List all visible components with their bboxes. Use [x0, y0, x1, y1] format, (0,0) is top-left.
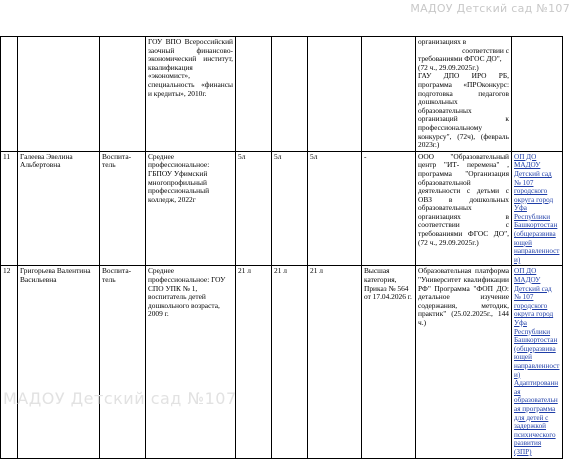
cell-education: Среднее профессиональное: ГБПОУ Уфимский многопрофильный профессиональный колледж, 2022г — [146, 151, 236, 266]
cell-exp-ped: 21 л — [272, 266, 308, 458]
cell-education: ГОУ ВПО Всероссийский заочный финансово-экономический институт, квалификация «экономист», специальность «финансы и кредиты», 2010г. — [146, 37, 236, 152]
cell-programs[interactable] — [512, 151, 563, 266]
cell-exp-total: 21 л — [236, 266, 272, 458]
cell-exp-total — [236, 37, 272, 152]
cell-category: Высшая категория, Приказ № 564 от 17.04.2026 г. — [362, 266, 416, 458]
watermark-bottom: МАДОУ Детский сад №107 — [3, 389, 237, 408]
cell-training — [416, 37, 512, 152]
training-line: организациях в — [418, 37, 467, 46]
cell-exp-here — [308, 37, 362, 152]
cell-num: 12 — [1, 266, 18, 458]
cell-name: Григорьева Валентина Васильевна — [18, 266, 100, 458]
cell-exp-here: 5л — [308, 151, 362, 266]
training-line: (72 ч., 29.09.2025г.) — [418, 62, 479, 72]
cell-num — [1, 37, 18, 152]
cell-exp-ped — [272, 37, 308, 152]
cell-exp-ped: 5л — [272, 151, 308, 266]
table-row — [1, 151, 563, 266]
cell-num: 11 — [1, 151, 18, 266]
cell-exp-total: 5л — [236, 151, 272, 266]
cell-position — [100, 37, 146, 152]
cell-position: Воспита-тель — [100, 266, 146, 458]
training-line: соответствии с — [462, 45, 509, 55]
cell-name — [18, 37, 100, 152]
program-link[interactable]: ОП ДО МАДОУ Детский сад № 107 городского округа город Уфа Республики Башкортостан (общеразвивающей направленности) Адаптированная образовательная программа для детей с задержкой психического развития (ЗПР) — [514, 267, 560, 456]
table-row-prev — [1, 37, 563, 152]
training-line: ГАУ ДПО ИРО РБ, программа «ПРОконкурс: подготовка педагогов дошкольных образовательных организаций к профессиональному конкурсу", (72ч), (февраль 2023г.) — [418, 71, 509, 150]
cell-position: Воспита-тель — [100, 151, 146, 266]
cell-training: Образовательная платформа "Университет квалификации РФ" Программа "ФОП ДО: детальное изучение содержания, методик, практик" (25.02.2025г., 144 ч.) — [416, 266, 512, 458]
cell-exp-here: 21 л — [308, 266, 362, 458]
cell-training: ООО "Образовательный центр "ИТ- перемена" , программа "Организация образовательной деятельности с детьми с ОВЗ в дошкольных образовательных организациях в соответствии с требованиями ФГОС ДО", (72 ч., 29.09.2025г.) — [416, 151, 512, 266]
training-line: требованиями ФГОС ДО", — [418, 54, 502, 64]
cell-category — [362, 37, 416, 152]
watermark-top: МАДОУ Детский сад №107 — [410, 2, 570, 15]
cell-programs[interactable] — [512, 266, 563, 458]
program-link[interactable]: ОП ДО МАДОУ Детский сад № 107 городского округа город Уфа Республики Башкортостан (общеразвивающей направленности) — [514, 152, 560, 264]
cell-programs — [512, 37, 563, 152]
cell-education: Среднее профессиональное: ГОУ СПО УПК № 1, воспитатель детей дошкольного возраста, 2009 г. — [146, 266, 236, 458]
cell-name: Галеева Эвелина Альбертовна — [18, 151, 100, 266]
table-row — [1, 266, 563, 458]
cell-category: - — [362, 151, 416, 266]
